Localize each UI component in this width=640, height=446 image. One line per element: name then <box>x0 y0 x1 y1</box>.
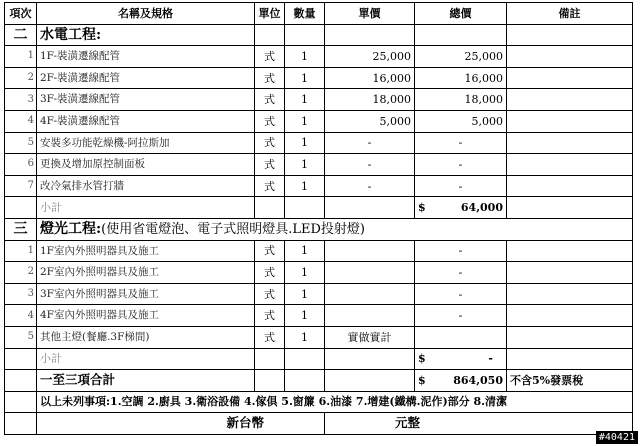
subtotal-amount: 64,000 <box>460 201 503 215</box>
row-name: 2F-裝潢遷線配管 <box>37 67 255 89</box>
table-row <box>5 154 633 176</box>
section-row <box>5 218 633 240</box>
grand-total-label: 一至三項合計 <box>37 370 255 392</box>
section-title: 水電工程: <box>37 24 255 46</box>
row-total: - <box>415 240 507 262</box>
section-number: 二 <box>5 24 37 46</box>
header-remarks: 備註 <box>507 3 633 25</box>
row-unit: 式 <box>255 67 285 89</box>
table-row <box>5 46 633 68</box>
footer-row <box>5 413 633 435</box>
row-unit: 式 <box>255 240 285 262</box>
row-price: - <box>325 175 415 197</box>
subtotal-row <box>5 197 633 219</box>
subtotal-currency: $ <box>418 352 426 366</box>
row-index: 4 <box>5 305 37 327</box>
row-total: - <box>415 305 507 327</box>
row-price <box>325 283 415 305</box>
grand-total-row <box>5 370 633 392</box>
grand-total-amount: 864,050 <box>453 373 503 387</box>
row-qty: 1 <box>285 67 325 89</box>
row-unit: 式 <box>255 175 285 197</box>
row-unit: 式 <box>255 305 285 327</box>
section-title: 燈光工程:(使用省電燈泡、電子式照明燈具.LED投射燈) <box>37 218 633 240</box>
row-unit: 式 <box>255 46 285 68</box>
section-subtitle: (使用省電燈泡、電子式照明燈具.LED投射燈) <box>101 222 365 238</box>
row-unit: 式 <box>255 110 285 132</box>
row-qty: 1 <box>285 132 325 154</box>
header-unit: 單位 <box>255 3 285 25</box>
row-index: 2 <box>5 262 37 284</box>
table-row <box>5 89 633 111</box>
header-row <box>5 3 633 25</box>
table-row <box>5 132 633 154</box>
table-row <box>5 262 633 284</box>
exclusions-note: 以上未列事項:1.空調 2.廚具 3.衛浴設備 4.傢俱 5.窗簾 6.油漆 7.增建(鐵構.泥作)部分 8.清潔 <box>37 391 633 413</box>
row-total: 5,000 <box>415 110 507 132</box>
row-price <box>325 305 415 327</box>
section-number: 三 <box>5 218 37 240</box>
row-name: 3F-裝潢遷線配管 <box>37 89 255 111</box>
table-row <box>5 175 633 197</box>
row-price: 5,000 <box>325 110 415 132</box>
row-qty: 1 <box>285 240 325 262</box>
row-price: 實做實計 <box>325 326 415 348</box>
table-row <box>5 67 633 89</box>
row-qty: 1 <box>285 175 325 197</box>
row-index: 1 <box>5 240 37 262</box>
row-total: - <box>415 154 507 176</box>
row-unit: 式 <box>255 283 285 305</box>
row-unit: 式 <box>255 326 285 348</box>
row-price: - <box>325 132 415 154</box>
row-name: 更換及增加原控制面板 <box>37 154 255 176</box>
row-price: - <box>325 154 415 176</box>
subtotal-currency: $ <box>418 201 426 215</box>
row-unit: 式 <box>255 262 285 284</box>
row-price: 18,000 <box>325 89 415 111</box>
row-name: 4F-裝潢遷線配管 <box>37 110 255 132</box>
row-remark <box>507 132 633 154</box>
row-name: 1F-裝潢遷線配管 <box>37 46 255 68</box>
row-qty: 1 <box>285 326 325 348</box>
row-name: 1F室內外照明器具及施工 <box>37 240 255 262</box>
row-index: 5 <box>5 132 37 154</box>
table-row <box>5 283 633 305</box>
row-total: 16,000 <box>415 67 507 89</box>
row-price: 16,000 <box>325 67 415 89</box>
row-price <box>325 240 415 262</box>
grand-total-value <box>415 370 507 392</box>
row-index: 1 <box>5 46 37 68</box>
row-unit: 式 <box>255 154 285 176</box>
row-qty: 1 <box>285 305 325 327</box>
row-name: 安裝多功能乾燥機-阿拉斯加 <box>37 132 255 154</box>
row-price <box>325 262 415 284</box>
row-index: 2 <box>5 67 37 89</box>
header-total: 總價 <box>415 3 507 25</box>
row-name: 改冷氣排水管打牆 <box>37 175 255 197</box>
row-unit: 式 <box>255 132 285 154</box>
row-index: 3 <box>5 89 37 111</box>
subtotal-value <box>415 197 507 219</box>
table-row <box>5 326 633 348</box>
grand-total-remark: 不含5%發票稅 <box>507 370 633 392</box>
row-index: 7 <box>5 175 37 197</box>
row-name: 3F室內外照明器具及施工 <box>37 283 255 305</box>
row-qty: 1 <box>285 110 325 132</box>
row-qty: 1 <box>285 46 325 68</box>
subtotal-row <box>5 348 633 370</box>
row-unit: 式 <box>255 89 285 111</box>
row-price: 25,000 <box>325 46 415 68</box>
subtotal-amount: - <box>488 352 493 366</box>
row-total: - <box>415 262 507 284</box>
row-qty: 1 <box>285 89 325 111</box>
row-remark <box>507 283 633 305</box>
header-item-no: 項次 <box>5 3 37 25</box>
row-remark <box>507 46 633 68</box>
row-total: - <box>415 132 507 154</box>
subtotal-label: 小計 <box>37 348 255 370</box>
header-name: 名稱及規格 <box>37 3 255 25</box>
ticket-id-badge: #40421 <box>596 431 638 444</box>
row-name: 2F室內外照明器具及施工 <box>37 262 255 284</box>
row-total <box>415 326 507 348</box>
subtotal-label: 小計 <box>37 197 255 219</box>
header-unit-price: 單價 <box>325 3 415 25</box>
row-qty: 1 <box>285 262 325 284</box>
row-remark <box>507 175 633 197</box>
row-total: - <box>415 175 507 197</box>
currency-label: 新台幣 <box>37 413 325 435</box>
header-qty: 數量 <box>285 3 325 25</box>
row-qty: 1 <box>285 154 325 176</box>
row-index: 5 <box>5 326 37 348</box>
row-remark <box>507 305 633 327</box>
row-remark <box>507 67 633 89</box>
quotation-table <box>4 2 633 435</box>
grand-total-currency: $ <box>418 373 426 387</box>
table-row <box>5 240 633 262</box>
row-name: 其他主燈(餐廳.3F梯間) <box>37 326 255 348</box>
row-index: 4 <box>5 110 37 132</box>
row-name: 4F室內外照明器具及施工 <box>37 305 255 327</box>
row-index: 6 <box>5 154 37 176</box>
row-remark <box>507 89 633 111</box>
table-row <box>5 305 633 327</box>
row-remark <box>507 240 633 262</box>
row-total: 18,000 <box>415 89 507 111</box>
row-remark <box>507 110 633 132</box>
row-index: 3 <box>5 283 37 305</box>
row-remark <box>507 262 633 284</box>
subtotal-value <box>415 348 507 370</box>
note-row <box>5 391 633 413</box>
row-remark <box>507 326 633 348</box>
table-row <box>5 110 633 132</box>
row-total: - <box>415 283 507 305</box>
row-remark <box>507 154 633 176</box>
section-row <box>5 24 633 46</box>
row-qty: 1 <box>285 283 325 305</box>
yuan-label: 元整 <box>325 413 633 435</box>
row-total: 25,000 <box>415 46 507 68</box>
